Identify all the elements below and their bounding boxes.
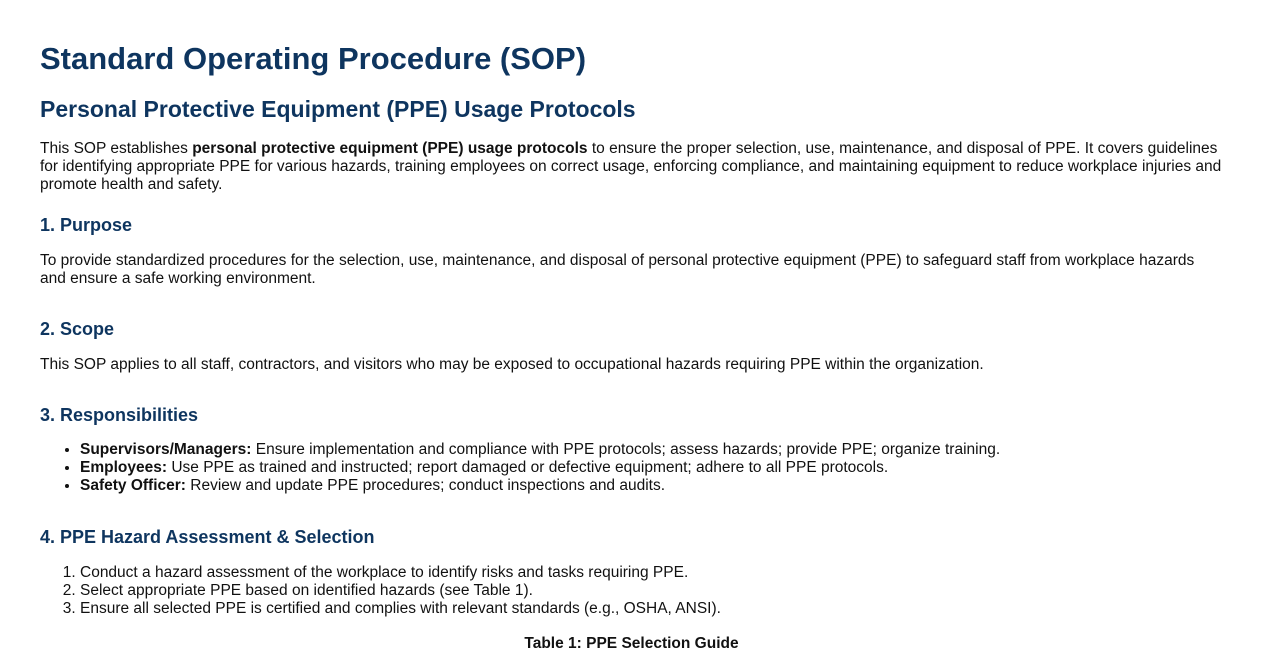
assessment-steps — [40, 564, 1223, 618]
intro-text-start: This SOP establishes — [40, 140, 193, 157]
table-caption: Table 1: PPE Selection Guide — [524, 635, 739, 652]
list-item: 2. Select appropriate PPE based on identified hazards (see Table 1). — [80, 582, 1223, 600]
role-description: Ensure implementation and compliance with PPE protocols; assess hazards; provide PPE; organize training. — [251, 441, 1001, 458]
scope-text: This SOP applies to all staff, contractors, and visitors who may be exposed to occupational hazards requiring PPE within the organization. — [40, 356, 984, 373]
responsibilities-list — [40, 441, 1223, 495]
role-label: Supervisors/Managers: — [80, 441, 252, 458]
section-heading-purpose: 1. Purpose — [40, 215, 133, 235]
list-item — [80, 477, 1223, 495]
intro-text-bold: personal protective equipment (PPE) usage protocols — [192, 140, 588, 157]
list-item — [80, 441, 1223, 459]
page-title: Standard Operating Procedure (SOP) — [40, 41, 587, 76]
intro-text-end: to ensure the proper selection, use, maintenance, and disposal of PPE. It covers guidelines for identifying appropriate PPE for various hazards, training employees on correct usage, enforcing compliance, and maintaining equipment to reduce workplace injuries and promote health and safety. — [40, 140, 1222, 193]
section-heading-scope: 2. Scope — [40, 319, 115, 339]
role-description: Review and update PPE procedures; conduct inspections and audits. — [185, 477, 666, 494]
list-item: 3. Ensure all selected PPE is certified and complies with relevant standards (e.g., OSHA, ANSI). — [80, 600, 1223, 618]
purpose-text: To provide standardized procedures for the selection, use, maintenance, and disposal of personal protective equipment (PPE) to safeguard staff from workplace hazards and ensure a safe working environment. — [40, 252, 1195, 287]
section-scope — [40, 317, 1223, 374]
role-label: Safety Officer: — [80, 477, 186, 494]
role-description: Use PPE as trained and instructed; report damaged or defective equipment; adhere to all PPE protocols. — [167, 459, 889, 476]
section-purpose — [40, 213, 1223, 288]
section-assessment — [40, 525, 1223, 653]
section-heading-assessment: 4. PPE Hazard Assessment & Selection — [40, 527, 375, 547]
list-item — [80, 459, 1223, 477]
intro-paragraph — [40, 140, 1223, 194]
section-heading-responsibilities: 3. Responsibilities — [40, 405, 199, 425]
list-item: 1. Conduct a hazard assessment of the workplace to identify risks and tasks requiring PPE. — [80, 564, 1223, 582]
section-responsibilities — [40, 403, 1223, 495]
page-subtitle: Personal Protective Equipment (PPE) Usage Protocols — [40, 96, 636, 122]
role-label: Employees: — [80, 459, 168, 476]
